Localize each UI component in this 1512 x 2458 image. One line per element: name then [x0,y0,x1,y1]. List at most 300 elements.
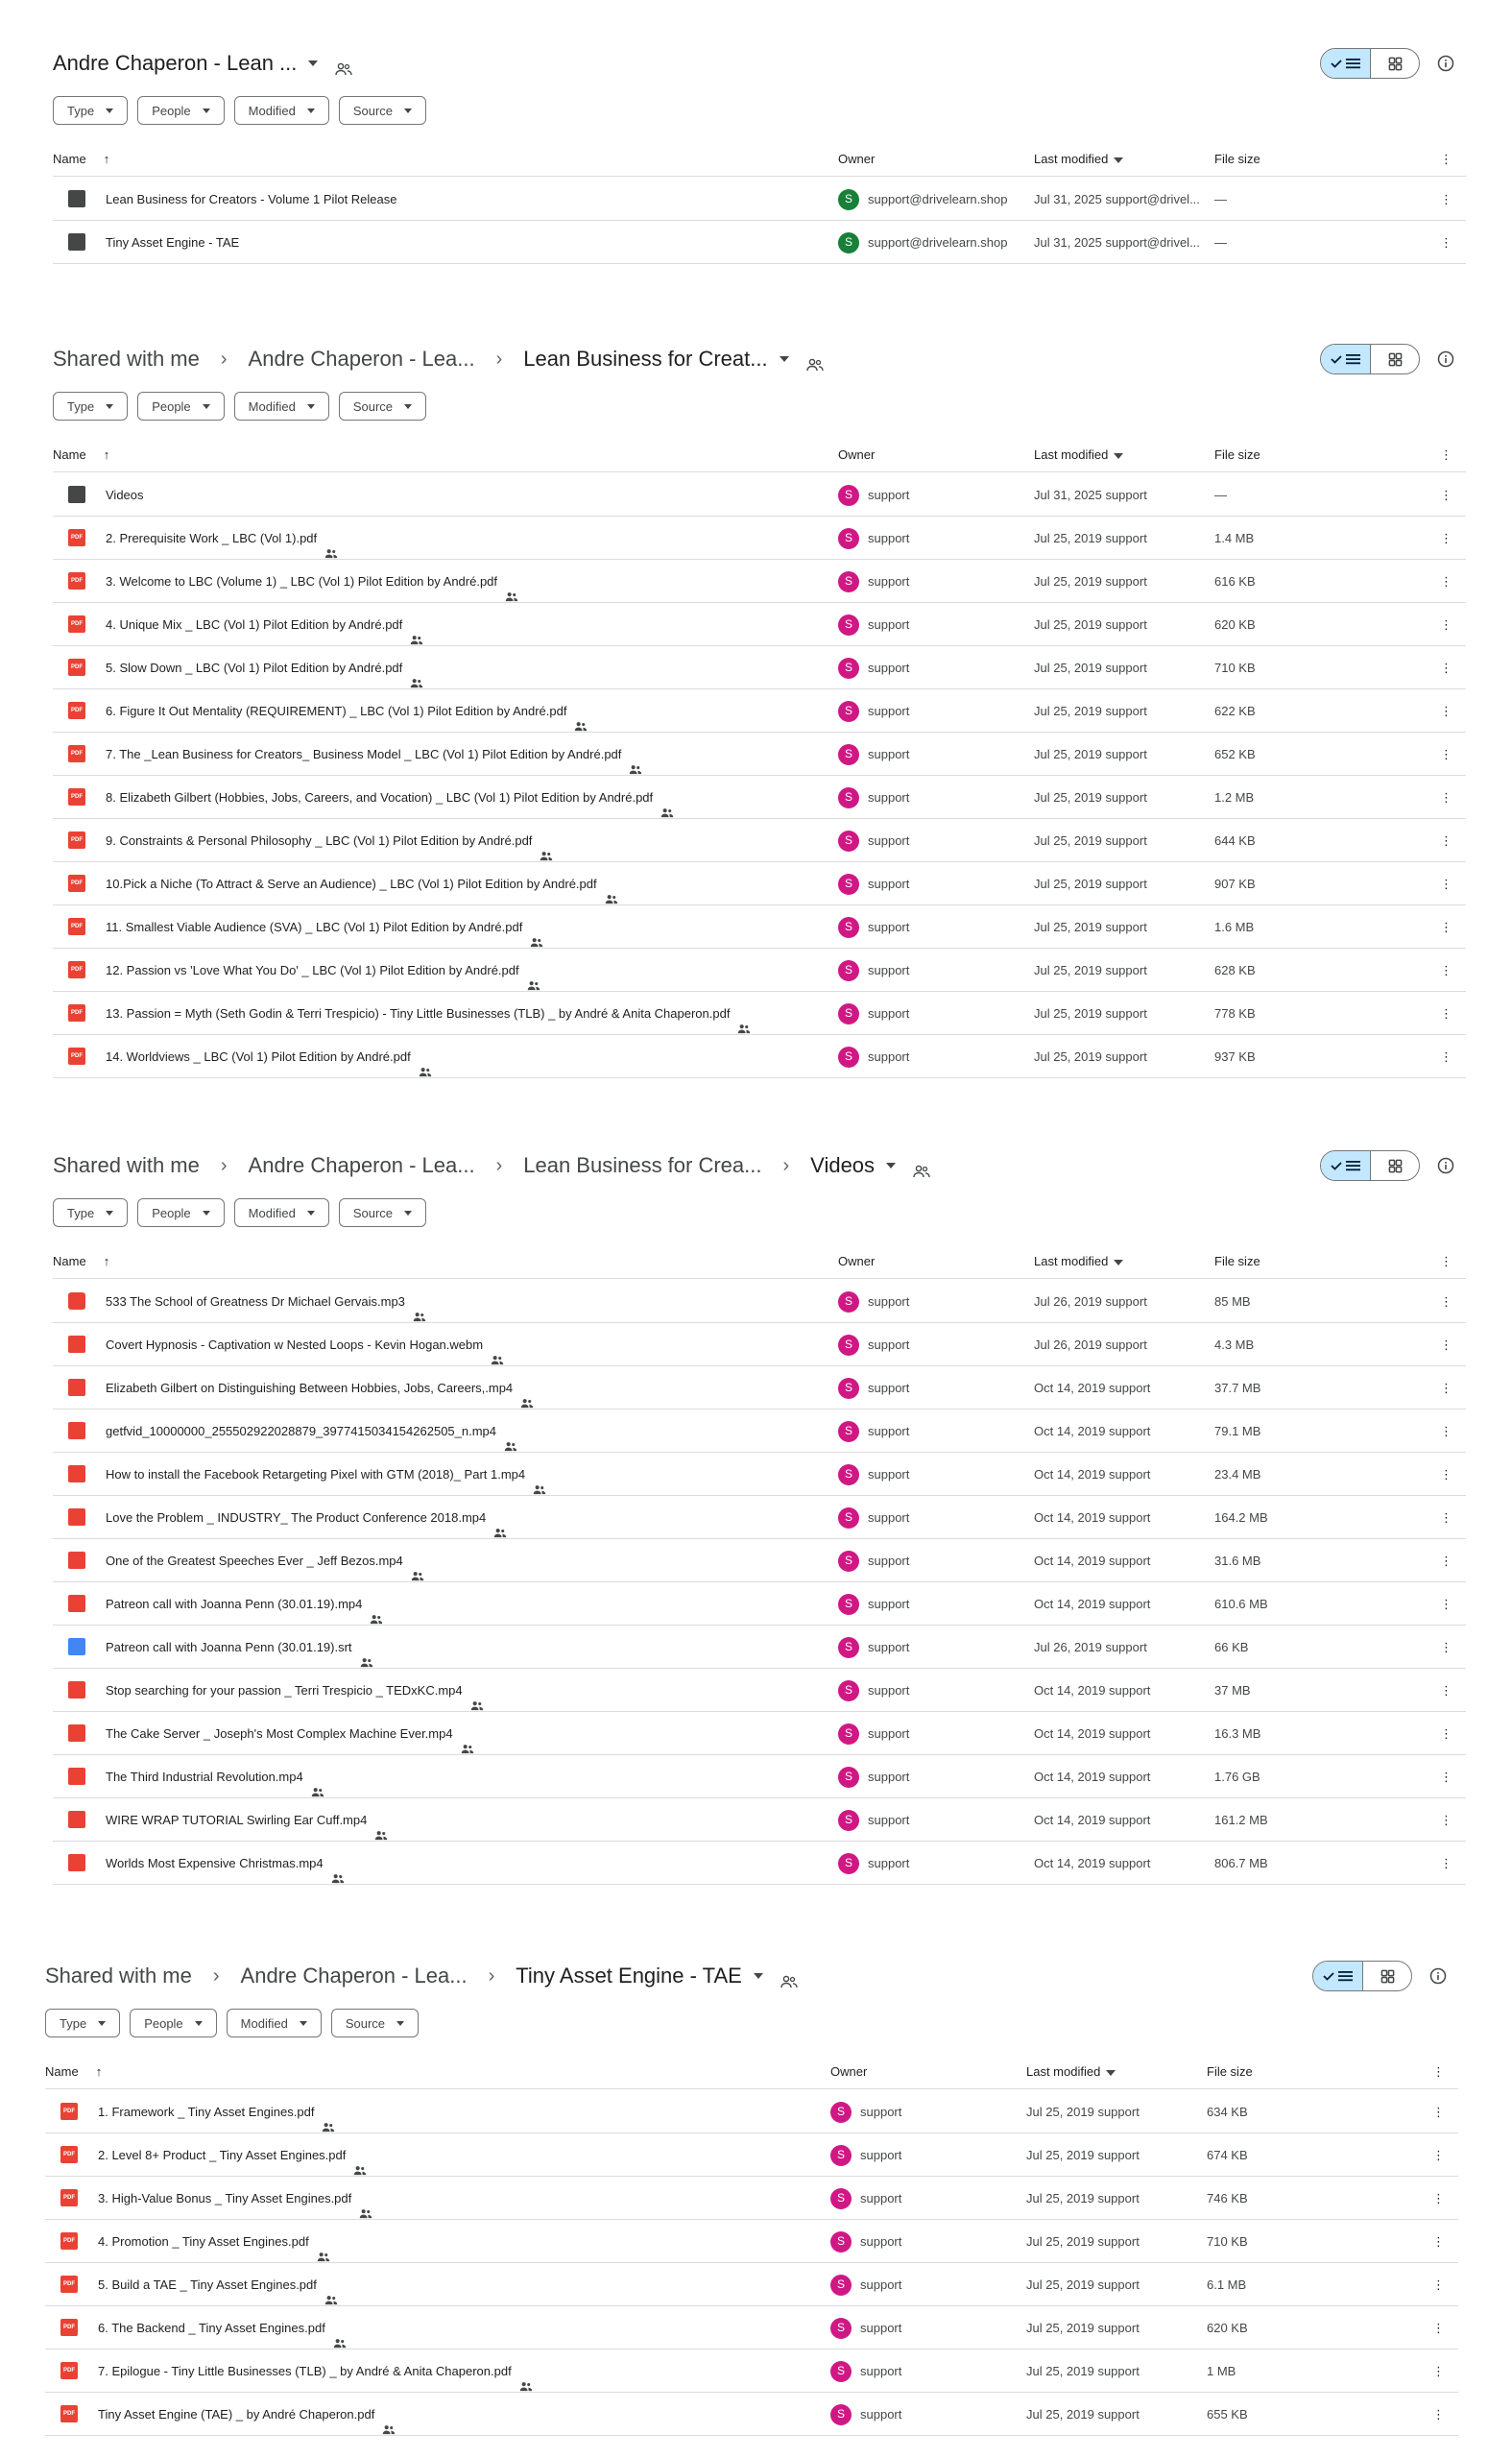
avatar: S [838,1594,859,1615]
avatar: S [838,1421,859,1442]
owner-name: support [868,1640,910,1654]
row-more-options-icon[interactable]: ⋮ [1440,833,1452,848]
file-row[interactable] [53,1798,1466,1842]
shared-people-icon [324,533,338,543]
file-name-cell [106,178,397,221]
column-modified-label: Last modified [1034,447,1109,462]
owner-name: support [860,2191,902,2205]
file-row[interactable] [45,2133,1458,2177]
last-modified-cell: Oct 14, 2019 support [1034,1597,1151,1611]
owner-cell [838,603,909,646]
owner-cell [838,905,909,949]
file-row[interactable] [53,1755,1466,1798]
file-row[interactable] [53,1842,1466,1885]
column-name-header[interactable] [53,1244,109,1279]
video-icon [68,1465,85,1482]
file-row[interactable] [53,992,1466,1035]
file-name-cell [106,1035,432,1078]
row-more-options-icon[interactable]: ⋮ [1440,1381,1452,1395]
dropdown-caret-icon [203,404,210,409]
breadcrumb-item[interactable]: Andre Chaperon - Lea... [240,1964,468,1988]
file-row[interactable] [53,603,1466,646]
breadcrumb-item[interactable]: Andre Chaperon - Lea... [248,1153,475,1177]
file-row[interactable] [53,905,1466,949]
file-row[interactable] [53,733,1466,776]
last-modified-cell: Oct 14, 2019 support [1034,1510,1151,1525]
file-size-cell: 37.7 MB [1214,1381,1261,1395]
owner-name: support [868,920,910,934]
file-name: 7. The _Lean Business for Creators_ Business Model _ LBC (Vol 1) Pilot Edition by André.pdf [106,747,622,761]
column-modified-label: Last modified [1034,1254,1109,1268]
owner-name: support [868,574,910,589]
owner-cell [830,2350,901,2393]
breadcrumb-item[interactable]: Shared with me [53,1153,200,1177]
last-modified-cell: Jul 25, 2019 support [1026,2277,1140,2292]
video-icon [68,1422,85,1439]
dropdown-caret-icon [300,2021,307,2026]
view-controls [1312,1961,1447,1991]
file-name-cell [106,560,518,603]
breadcrumb-item[interactable]: Shared with me [53,347,200,371]
file-size-cell: 1 MB [1207,2364,1236,2378]
row-more-options-icon[interactable]: ⋮ [1440,617,1452,632]
header-bar [53,36,1454,90]
row-more-options-icon[interactable]: ⋮ [1440,1683,1452,1698]
file-list [53,1280,1466,2002]
filter-chip-people[interactable] [137,392,224,421]
file-size-cell: 644 KB [1214,833,1256,848]
file-name: Tiny Asset Engine (TAE) _ by André Chaperon.pdf [98,2407,375,2422]
filter-chip-type[interactable] [53,96,128,125]
sort-descending-caret-icon [1106,2070,1116,2076]
file-name: Patreon call with Joanna Penn (30.01.19).srt [106,1640,352,1654]
filter-chip-modified[interactable] [234,392,329,421]
column-owner-header[interactable]: Owner [838,1254,876,1268]
file-size-cell: 628 KB [1214,963,1256,977]
owner-cell [838,949,909,992]
chip-label: Modified [240,2015,288,2031]
chip-label: Modified [248,1205,296,1220]
file-size-cell: 620 KB [1207,2321,1248,2335]
more-options-icon[interactable]: ⋮ [1440,447,1452,462]
avatar: S [838,831,859,852]
filter-chip-people[interactable] [137,1198,224,1227]
file-row[interactable] [53,1582,1466,1626]
info-icon[interactable] [1429,1967,1447,1985]
avatar: S [838,1335,859,1356]
file-row[interactable] [53,221,1466,264]
filter-chip-source[interactable] [339,392,426,421]
row-more-options-icon[interactable]: ⋮ [1440,574,1452,589]
file-row[interactable] [45,2090,1458,2133]
sort-ascending-icon[interactable]: ↑ [95,2064,103,2079]
filter-chip-source[interactable] [331,2009,419,2037]
sort-descending-caret-icon [1114,453,1123,459]
breadcrumb-item[interactable]: Andre Chaperon - Lea... [248,347,475,371]
row-more-options-icon[interactable]: ⋮ [1432,2277,1445,2292]
row-more-options-icon[interactable]: ⋮ [1440,1510,1452,1525]
dropdown-caret-icon [203,1211,210,1216]
more-options-icon[interactable]: ⋮ [1440,152,1452,166]
row-more-options-icon[interactable]: ⋮ [1440,1597,1452,1611]
file-name: How to install the Facebook Retargeting Pixel with GTM (2018)_ Part 1.mp4 [106,1467,526,1482]
filter-chips [53,392,426,421]
owner-name: support [868,661,910,675]
avatar: S [830,2231,852,2253]
file-name-cell [106,992,751,1035]
breadcrumb [53,347,824,372]
owner-cell [830,2090,901,2133]
owner-cell [838,1755,909,1798]
file-row[interactable] [45,2263,1458,2306]
file-row[interactable] [45,2177,1458,2220]
sort-ascending-icon[interactable]: ↑ [103,152,110,166]
breadcrumb-current[interactable]: Tiny Asset Engine - TAE [516,1964,742,1988]
row-more-options-icon[interactable]: ⋮ [1440,1813,1452,1827]
file-list [53,178,1466,266]
more-options-icon[interactable]: ⋮ [1432,2064,1445,2079]
file-name: 8. Elizabeth Gilbert (Hobbies, Jobs, Careers, and Vocation) _ LBC (Vol 1) Pilot Edition by André.pdf [106,790,654,805]
folder-menu-caret-icon[interactable] [308,60,318,66]
row-more-options-icon[interactable]: ⋮ [1440,531,1452,545]
drive-view-andre-chaperon [0,36,1512,278]
file-name: 6. Figure It Out Mentality (REQUIREMENT) _ LBC (Vol 1) Pilot Edition by André.pdf [106,704,567,718]
row-more-options-icon[interactable]: ⋮ [1440,1554,1452,1568]
file-name-cell [106,1280,426,1323]
file-name: Elizabeth Gilbert on Distinguishing Between Hobbies, Jobs, Careers,.mp4 [106,1381,514,1395]
list-view-button[interactable] [1321,49,1371,78]
file-name: 4. Unique Mix _ LBC (Vol 1) Pilot Edition by André.pdf [106,617,403,632]
list-view-button[interactable] [1321,345,1371,374]
owner-name: support [860,2277,902,2292]
row-more-options-icon[interactable]: ⋮ [1440,1770,1452,1784]
filter-chip-people[interactable] [130,2009,216,2037]
list-check-icon [1330,351,1362,367]
list-view-button[interactable] [1313,1962,1363,1990]
grid-view-button[interactable] [1363,1962,1411,1990]
owner-cell [838,1496,909,1539]
file-row[interactable] [53,646,1466,689]
list-view-button[interactable] [1321,1151,1371,1180]
info-icon[interactable] [1437,55,1454,72]
row-more-options-icon[interactable]: ⋮ [1440,1049,1452,1064]
last-modified-cell: Jul 25, 2019 support [1034,877,1147,891]
file-name-cell [98,2350,533,2393]
row-more-options-icon[interactable]: ⋮ [1432,2407,1445,2422]
breadcrumb-current[interactable]: Lean Business for Creat... [523,347,768,371]
owner-cell [830,2177,901,2220]
owner-cell [830,2133,901,2177]
owner-name: support [868,1510,910,1525]
last-modified-cell: Jul 25, 2019 support [1026,2364,1140,2378]
owner-name: support [868,488,910,502]
file-name-cell [106,776,674,819]
owner-cell [838,1582,909,1626]
info-icon[interactable] [1437,1157,1454,1174]
file-row[interactable] [53,1496,1466,1539]
video-icon [68,1854,85,1871]
dropdown-caret-icon [203,108,210,113]
breadcrumb-item[interactable]: Shared with me [45,1964,192,1988]
file-row[interactable] [53,473,1466,517]
row-more-options-icon[interactable]: ⋮ [1440,704,1452,718]
row-more-options-icon[interactable]: ⋮ [1440,192,1452,206]
video-icon [68,1336,85,1353]
column-name-header[interactable] [45,2055,102,2089]
column-size-header[interactable]: File size [1214,152,1260,166]
column-owner-header[interactable]: Owner [838,152,876,166]
last-modified-cell: Oct 14, 2019 support [1034,1424,1151,1438]
dropdown-caret-icon [98,2021,106,2026]
avatar: S [830,2188,852,2209]
file-size-cell: 37 MB [1214,1683,1251,1698]
filter-chip-type[interactable] [45,2009,120,2037]
filter-chip-type[interactable] [53,392,128,421]
chip-label: People [152,398,191,414]
chip-label: Type [67,1205,95,1220]
filter-chip-modified[interactable] [227,2009,322,2037]
column-modified-header[interactable] [1034,1244,1123,1279]
file-name-cell [106,603,423,646]
file-size-cell: 31.6 MB [1214,1554,1261,1568]
last-modified-cell: Jul 25, 2019 support [1034,833,1147,848]
file-row[interactable] [53,949,1466,992]
file-row[interactable] [53,517,1466,560]
row-more-options-icon[interactable]: ⋮ [1440,1337,1452,1352]
owner-cell [838,517,909,560]
avatar: S [838,571,859,592]
column-modified-header[interactable] [1034,438,1123,472]
file-row[interactable] [53,689,1466,733]
grid-icon [1380,1969,1395,1984]
avatar: S [838,960,859,981]
owner-cell [838,473,909,517]
column-owner-header[interactable]: Owner [838,447,876,462]
shared-people-icon [370,1599,383,1609]
chip-label: Source [352,1205,394,1220]
file-name: 10.Pick a Niche (To Attract & Serve an Audience) _ LBC (Vol 1) Pilot Edition by André.pdf [106,877,597,891]
file-row[interactable] [53,560,1466,603]
filter-chip-source[interactable] [339,1198,426,1227]
last-modified-cell: Jul 26, 2019 support [1034,1640,1147,1654]
file-row[interactable] [53,1453,1466,1496]
header-bar [53,1139,1454,1193]
folder-menu-caret-icon[interactable] [780,356,789,362]
file-size-cell: 622 KB [1214,704,1256,718]
row-more-options-icon[interactable]: ⋮ [1432,2321,1445,2335]
file-row[interactable] [45,2350,1458,2393]
avatar: S [838,232,859,253]
file-name: 3. High-Value Bonus _ Tiny Asset Engines.pdf [98,2191,352,2205]
file-name: One of the Greatest Speeches Ever _ Jeff Bezos.mp4 [106,1554,403,1568]
breadcrumb-item[interactable]: Lean Business for Crea... [523,1153,762,1177]
video-icon [68,1768,85,1785]
file-name: 5. Build a TAE _ Tiny Asset Engines.pdf [98,2277,317,2292]
file-name-cell [106,1755,324,1798]
file-name: The Third Industrial Revolution.mp4 [106,1770,303,1784]
file-row[interactable] [45,2220,1458,2263]
row-more-options-icon[interactable]: ⋮ [1440,1467,1452,1482]
row-more-options-icon[interactable]: ⋮ [1440,920,1452,934]
chip-label: Source [352,103,394,118]
file-size-cell: 634 KB [1207,2105,1248,2119]
file-name: 13. Passion = Myth (Seth Godin & Terri Trespicio) - Tiny Little Businesses (TLB) _ by André & Anita Chaperon.pdf [106,1006,731,1021]
file-row[interactable] [53,776,1466,819]
shared-people-icon [419,1051,432,1062]
grid-view-button[interactable] [1371,345,1419,374]
more-options-icon[interactable]: ⋮ [1440,1254,1452,1268]
list-check-icon [1322,1968,1355,1984]
file-name-cell [106,1582,383,1626]
shared-people-icon [410,663,423,673]
avatar: S [838,744,859,765]
shared-folder-icon [68,486,85,503]
column-name-header[interactable] [53,142,109,177]
sort-ascending-icon[interactable]: ↑ [103,447,110,462]
last-modified-cell: Jul 25, 2019 support [1034,963,1147,977]
column-name-label: Name [53,447,86,462]
filter-chip-people[interactable] [137,96,224,125]
owner-name: support [868,963,910,977]
last-modified-cell: Jul 31, 2025 support@drivel... [1034,192,1200,206]
file-name-cell [106,1712,474,1755]
chip-label: Type [60,2015,87,2031]
column-modified-header[interactable] [1034,142,1123,177]
row-more-options-icon[interactable]: ⋮ [1440,1294,1452,1309]
row-more-options-icon[interactable]: ⋮ [1440,1726,1452,1741]
shared-people-icon [530,922,543,932]
row-more-options-icon[interactable]: ⋮ [1440,661,1452,675]
breadcrumb-current[interactable]: Videos [810,1153,876,1177]
column-name-header[interactable] [53,438,109,472]
column-size-header[interactable]: File size [1214,1254,1260,1268]
pdf-icon: PDF [68,745,85,762]
file-name-cell [106,1496,507,1539]
folder-menu-caret-icon[interactable] [754,1973,763,1979]
file-name-cell [106,733,642,776]
shared-people-icon [505,576,518,587]
row-more-options-icon[interactable]: ⋮ [1440,877,1452,891]
row-more-options-icon[interactable]: ⋮ [1432,2191,1445,2205]
last-modified-cell: Jul 25, 2019 support [1034,1006,1147,1021]
column-name-label: Name [45,2064,79,2079]
file-row[interactable] [53,1539,1466,1582]
file-name: Lean Business for Creators - Volume 1 Pilot Release [106,192,397,206]
avatar: S [838,485,859,506]
file-size-cell: 907 KB [1214,877,1256,891]
file-name: 14. Worldviews _ LBC (Vol 1) Pilot Edition by André.pdf [106,1049,411,1064]
filter-chips [53,1198,426,1227]
file-size-cell: 652 KB [1214,747,1256,761]
row-more-options-icon[interactable]: ⋮ [1440,747,1452,761]
owner-name: support [860,2364,902,2378]
grid-icon [1388,1159,1403,1173]
row-more-options-icon[interactable]: ⋮ [1440,1856,1452,1870]
avatar: S [838,658,859,679]
pdf-icon: PDF [60,2232,78,2250]
avatar: S [838,1003,859,1024]
file-row[interactable] [53,1626,1466,1669]
file-row[interactable] [53,1669,1466,1712]
row-more-options-icon[interactable]: ⋮ [1432,2364,1445,2378]
info-icon[interactable] [1437,350,1454,368]
column-size-header[interactable]: File size [1207,2064,1253,2079]
breadcrumb-current[interactable]: Andre Chaperon - Lean ... [53,51,298,75]
last-modified-cell: Jul 25, 2019 support [1034,704,1147,718]
breadcrumb [53,51,352,76]
column-name-label: Name [53,152,86,166]
file-row[interactable] [53,819,1466,862]
doc-icon [68,1638,85,1655]
last-modified-cell: Jul 26, 2019 support [1034,1294,1147,1309]
last-modified-cell: Jul 25, 2019 support [1026,2191,1140,2205]
grid-view-button[interactable] [1371,49,1419,78]
row-more-options-icon[interactable]: ⋮ [1440,488,1452,502]
row-more-options-icon[interactable]: ⋮ [1432,2234,1445,2249]
shared-people-icon [335,57,352,70]
row-more-options-icon[interactable]: ⋮ [1432,2148,1445,2162]
file-name-cell [98,2220,330,2263]
file-row[interactable] [45,2393,1458,2436]
file-name-cell [106,1366,534,1410]
last-modified-cell: Jul 25, 2019 support [1034,574,1147,589]
row-more-options-icon[interactable]: ⋮ [1440,235,1452,250]
shared-people-icon [333,2323,347,2333]
file-row[interactable] [53,1323,1466,1366]
row-more-options-icon[interactable]: ⋮ [1440,1640,1452,1654]
filter-chips [53,96,426,125]
folder-menu-caret-icon[interactable] [886,1163,896,1169]
sort-ascending-icon[interactable]: ↑ [103,1254,110,1268]
column-size-header[interactable]: File size [1214,447,1260,462]
filter-chip-source[interactable] [339,96,426,125]
file-row[interactable] [53,178,1466,221]
file-row[interactable] [53,1366,1466,1410]
column-modified-header[interactable] [1026,2055,1116,2089]
row-more-options-icon[interactable]: ⋮ [1440,963,1452,977]
file-row[interactable] [53,1280,1466,1323]
file-row[interactable] [53,1410,1466,1453]
file-name: 6. The Backend _ Tiny Asset Engines.pdf [98,2321,325,2335]
file-row[interactable] [53,1712,1466,1755]
grid-view-button[interactable] [1371,1151,1419,1180]
row-more-options-icon[interactable]: ⋮ [1440,790,1452,805]
chevron-right-icon: › [488,1964,495,1987]
avatar: S [830,2102,852,2123]
column-owner-header[interactable]: Owner [830,2064,868,2079]
filter-chip-modified[interactable] [234,96,329,125]
last-modified-cell: Jul 31, 2025 support@drivel... [1034,235,1200,250]
view-controls [1320,1150,1454,1181]
row-more-options-icon[interactable]: ⋮ [1440,1424,1452,1438]
file-name: Covert Hypnosis - Captivation w Nested Loops - Kevin Hogan.webm [106,1337,484,1352]
chip-label: Modified [248,398,296,414]
file-size-cell: 85 MB [1214,1294,1251,1309]
row-more-options-icon[interactable]: ⋮ [1432,2105,1445,2119]
file-row[interactable] [53,1035,1466,1078]
shared-people-icon [317,2236,330,2247]
drive-view-lean-business [0,332,1512,1212]
avatar: S [838,701,859,722]
filter-chip-type[interactable] [53,1198,128,1227]
filter-chip-modified[interactable] [234,1198,329,1227]
file-row[interactable] [53,862,1466,905]
file-name: 7. Epilogue - Tiny Little Businesses (TLB) _ by André & Anita Chaperon.pdf [98,2364,512,2378]
row-more-options-icon[interactable]: ⋮ [1440,1006,1452,1021]
file-row[interactable] [45,2306,1458,2350]
file-name: getfvid_10000000_255502922028879_3977415034154262505_n.mp4 [106,1424,497,1438]
last-modified-cell: Oct 14, 2019 support [1034,1381,1151,1395]
